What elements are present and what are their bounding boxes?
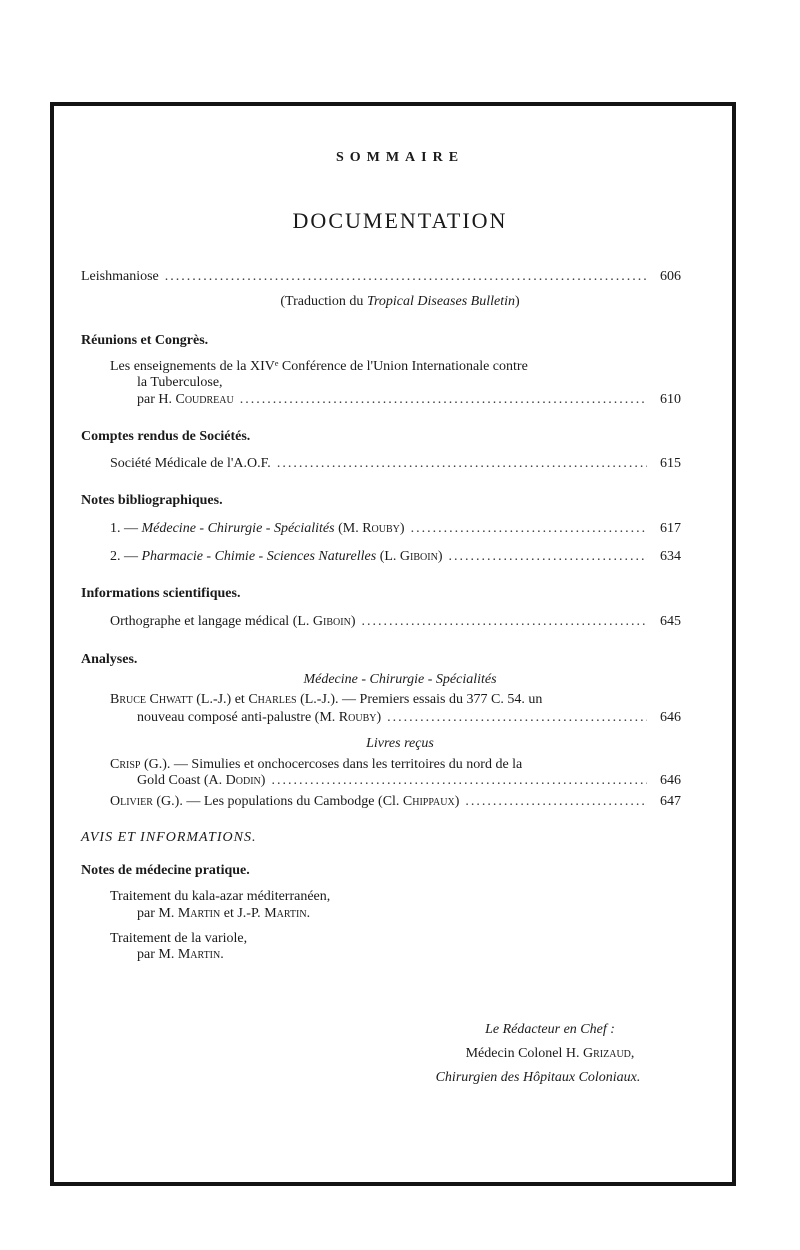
- notes-med-item1-line1: Traitement du kala-azar méditerranéen,: [110, 889, 331, 904]
- toc-entry-olivier[interactable]: Olivier (G.). — Les populations du Cambodge (Cl. Chippaux) ..... 647: [110, 794, 681, 810]
- page-number: 617: [660, 521, 681, 536]
- notes-med-item2-line1: Traitement de la variole,: [110, 931, 248, 946]
- section-avis: AVIS ET INFORMATIONS.: [81, 830, 257, 845]
- leader-dots: [465, 794, 647, 810]
- reunions-line1: Les enseignements de la XIVᵉ Conférence de l'Union Internationale contre: [110, 359, 528, 374]
- toc-entry-crisp[interactable]: Gold Coast (A. Dodin) ..... 646: [137, 773, 681, 789]
- signature-title: Chirurgien des Hôpitaux Coloniaux.: [435, 1070, 641, 1085]
- analyses-entry1-line1: Bruce Chwatt (L.-J.) et Charles (L.-J.). — Premiers essais du 377 C. 54. un: [110, 692, 543, 707]
- analyses-entry2-line1: Crisp (G.). — Simulies et onchocercoses dans les territoires du nord de la: [110, 757, 523, 772]
- section-analyses: Analyses.: [81, 652, 138, 667]
- analyses-subheading-medecine: Médecine - Chirurgie - Spécialités: [303, 672, 497, 687]
- page-number: 646: [660, 773, 681, 788]
- section-heading: DOCUMENTATION: [292, 208, 508, 233]
- toc-entry-pharmacie[interactable]: 2. — Pharmacie - Chimie - Sciences Naturelles (L. Giboin) ..... 634: [110, 549, 681, 565]
- toc-entry-societe-medicale[interactable]: Société Médicale de l'A.O.F. ..... 615: [110, 456, 681, 472]
- notes-med-item2-line2: par M. Martin.: [137, 947, 224, 962]
- section-reunions: Réunions et Congrès.: [81, 333, 209, 348]
- page-title: SOMMAIRE: [335, 150, 465, 165]
- page-number: 645: [660, 614, 681, 629]
- toc-entry-medecine[interactable]: 1. — Médecine - Chirurgie - Spécialités (M. Rouby) ..... 617: [110, 521, 681, 537]
- leader-dots: [240, 392, 647, 408]
- signature-role: Le Rédacteur en Chef :: [485, 1022, 615, 1037]
- signature-name: Médecin Colonel H. Grizaud,: [465, 1046, 635, 1061]
- section-notes-medecine: Notes de médecine pratique.: [81, 863, 250, 878]
- leader-dots: [271, 773, 647, 789]
- leader-dots: [387, 710, 647, 726]
- leader-dots: [411, 521, 647, 537]
- page-number: 646: [660, 710, 681, 725]
- leader-dots: [277, 456, 647, 472]
- page-number: 606: [660, 269, 681, 284]
- toc-entry-coudreau[interactable]: par H. Coudreau ..... 610: [137, 392, 681, 408]
- notes-med-item1-line2: par M. Martin et J.-P. Martin.: [137, 906, 311, 921]
- section-informations-scientifiques: Informations scientifiques.: [81, 586, 241, 601]
- analyses-subheading-livres: Livres reçus: [366, 736, 434, 751]
- page-number: 615: [660, 456, 681, 471]
- leader-dots: [361, 614, 647, 630]
- section-notes-bibliographiques: Notes bibliographiques.: [81, 493, 223, 508]
- toc-entry-bruce-chwatt[interactable]: nouveau composé anti-palustre (M. Rouby) ..... 646: [137, 710, 681, 726]
- toc-entry-leishmaniose[interactable]: Leishmaniose ..... 606: [81, 269, 681, 285]
- section-comptes-rendus: Comptes rendus de Sociétés.: [81, 429, 251, 444]
- toc-entry-orthographe[interactable]: Orthographe et langage médical (L. Giboin) ..... 645: [110, 614, 681, 630]
- translation-note: (Traduction du Tropical Diseases Bulletin): [280, 294, 520, 309]
- page-number: 610: [660, 392, 681, 407]
- leader-dots: [448, 549, 647, 565]
- page-number: 634: [660, 549, 681, 564]
- leader-dots: [165, 269, 647, 285]
- page-number: 647: [660, 794, 681, 809]
- reunions-line2: la Tuberculose,: [137, 375, 223, 390]
